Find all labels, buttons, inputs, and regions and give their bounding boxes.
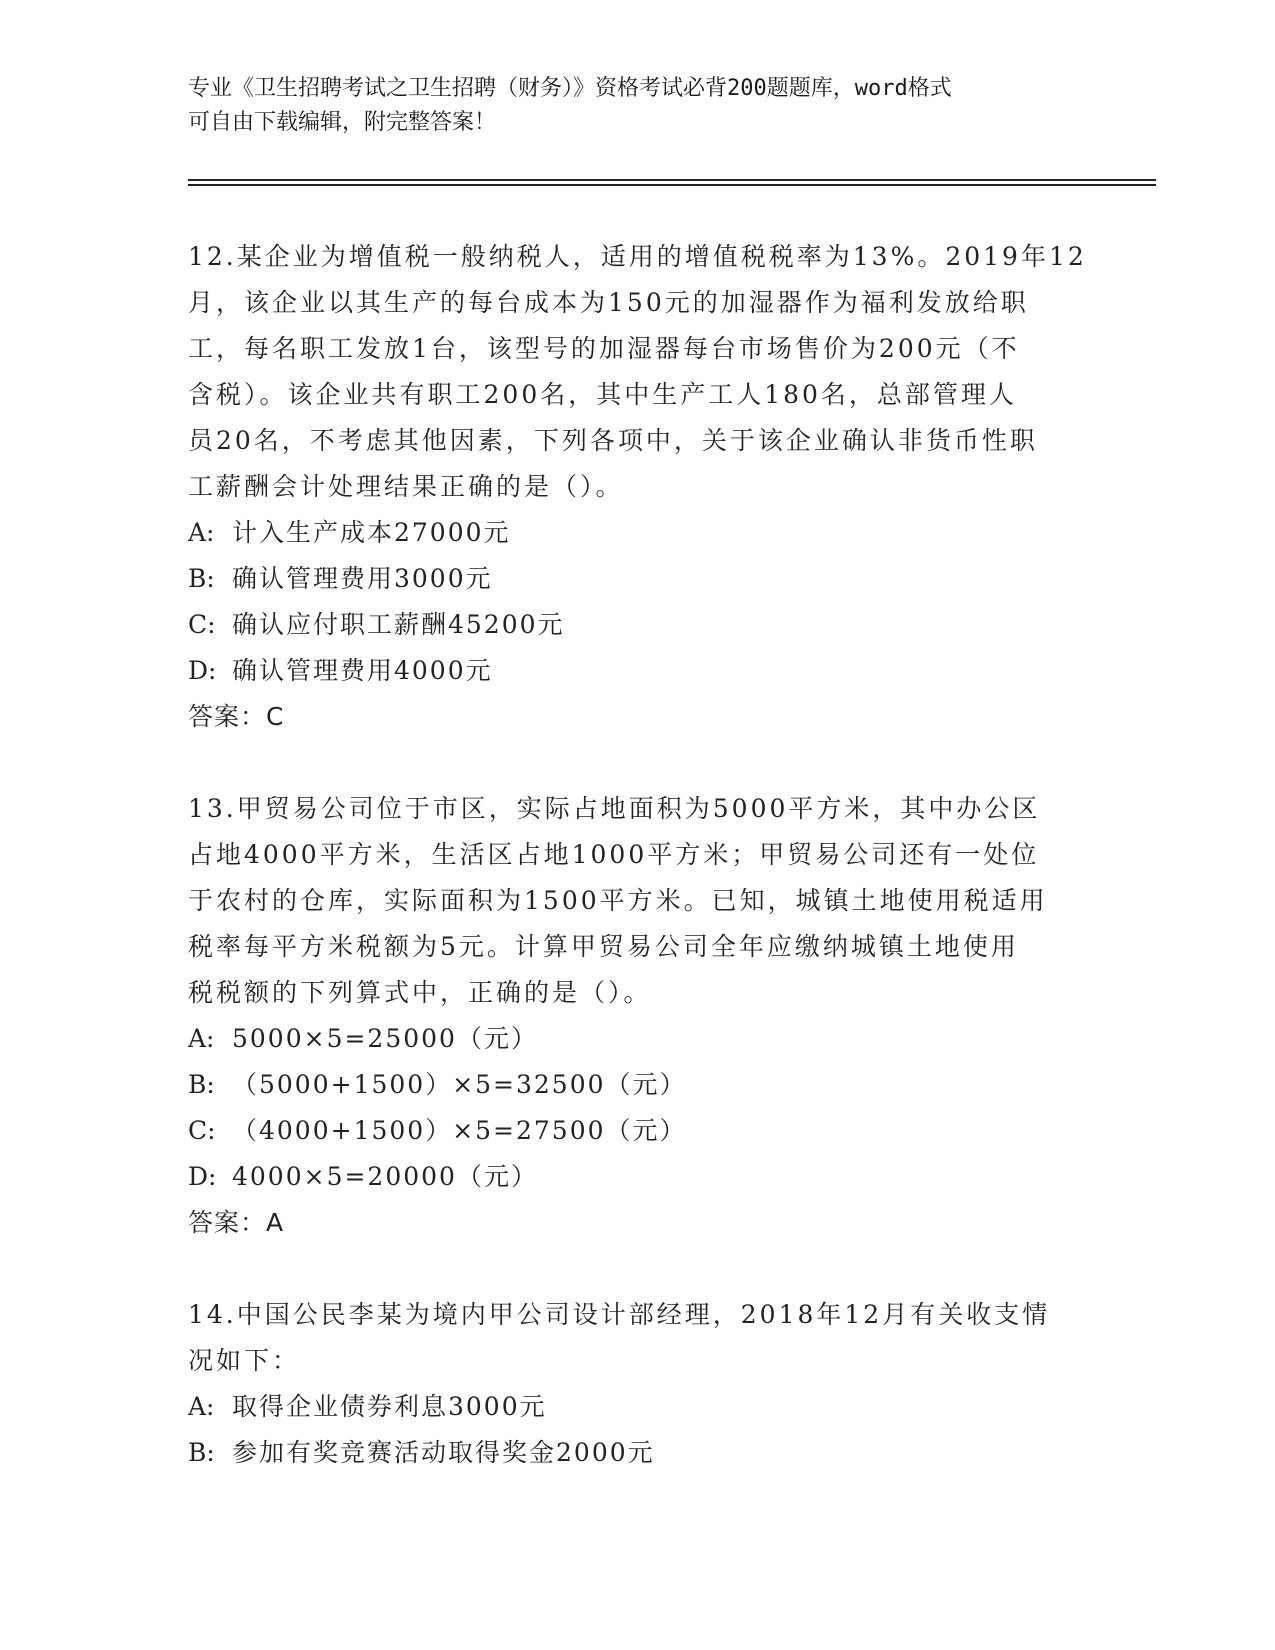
question-spacer — [188, 740, 1088, 786]
option-key: B: — [188, 1070, 215, 1099]
option-c — [188, 602, 1088, 648]
question-text-line: 月，该企业以其生产的每台成本为150元的加湿器作为福利发放给职 — [188, 288, 1029, 317]
option-text: （5000+1500）×5=32500（元） — [232, 1070, 687, 1099]
option-key: A: — [188, 1024, 215, 1053]
option-d — [188, 1154, 1088, 1200]
option-a — [188, 510, 1088, 556]
option-key: A: — [188, 518, 215, 547]
question-text-line: 14.中国公民李某为境内甲公司设计部经理，2018年12月有关收支情 — [188, 1300, 1051, 1329]
option-b — [188, 1430, 1088, 1476]
option-c — [188, 1108, 1088, 1154]
answer-label: 答案：C — [188, 702, 285, 731]
question-text-line: 员20名，不考虑其他因素，下列各项中，关于该企业确认非货币性职 — [188, 426, 1038, 455]
header-line-2: 可自由下载编辑，附完整答案！ — [188, 110, 497, 135]
option-b — [188, 1062, 1088, 1108]
option-key: D: — [188, 656, 217, 685]
option-a — [188, 1016, 1088, 1062]
option-d — [188, 648, 1088, 694]
option-text: 参加有奖竞赛活动取得奖金2000元 — [232, 1438, 655, 1467]
question-14 — [188, 1292, 1088, 1476]
question-text-line: 含税）。该企业共有职工200名，其中生产工人180名，总部管理人 — [188, 380, 1017, 409]
question-text-line: 12.某企业为增值税一般纳税人，适用的增值税税率为13%。2019年12 — [188, 242, 1087, 271]
option-text: （4000+1500）×5=27500（元） — [232, 1116, 687, 1145]
question-spacer — [188, 1246, 1088, 1292]
question-text-line: 占地4000平方米，生活区占地1000平方米；甲贸易公司还有一处位 — [188, 840, 1040, 869]
question-text-line: 工，每名职工发放1台，该型号的加湿器每台市场售价为200元（不 — [188, 334, 1020, 363]
option-text: 取得企业债券利息3000元 — [232, 1392, 547, 1421]
option-text: 计入生产成本27000元 — [232, 518, 511, 547]
header-line-1: 专业《卫生招聘考试之卫生招聘（财务）》资格考试必背200题题库，word格式 — [188, 76, 952, 101]
question-text-line: 税率每平方米税额为5元。计算甲贸易公司全年应缴纳城镇土地使用 — [188, 932, 1019, 961]
option-key: B: — [188, 564, 215, 593]
option-key: B: — [188, 1438, 215, 1467]
option-text: 确认管理费用4000元 — [232, 656, 493, 685]
question-text-line: 于农村的仓库，实际面积为1500平方米。已知，城镇土地使用税适用 — [188, 886, 1048, 915]
question-12 — [188, 234, 1088, 740]
option-text: 确认管理费用3000元 — [232, 564, 493, 593]
question-text-line: 工薪酬会计处理结果正确的是（）。 — [188, 472, 624, 501]
option-key: C: — [188, 1116, 216, 1145]
option-key: C: — [188, 610, 216, 639]
header-divider-bottom — [188, 184, 1156, 186]
option-text: 4000×5=20000（元） — [232, 1162, 538, 1191]
option-key: A: — [188, 1392, 215, 1421]
option-key: D: — [188, 1162, 217, 1191]
option-a — [188, 1384, 1088, 1430]
question-text-line: 13.甲贸易公司位于市区，实际占地面积为5000平方米，其中办公区 — [188, 794, 1041, 823]
option-b — [188, 556, 1088, 602]
option-text: 5000×5=25000（元） — [232, 1024, 538, 1053]
document-header — [188, 72, 1088, 140]
answer-label: 答案：A — [188, 1208, 285, 1237]
question-13 — [188, 786, 1088, 1246]
question-text-line: 税税额的下列算式中，正确的是（）。 — [188, 978, 652, 1007]
question-text-line: 况如下： — [188, 1346, 301, 1375]
option-text: 确认应付职工薪酬45200元 — [232, 610, 565, 639]
question-list — [188, 234, 1088, 1476]
header-divider-top — [188, 179, 1156, 181]
